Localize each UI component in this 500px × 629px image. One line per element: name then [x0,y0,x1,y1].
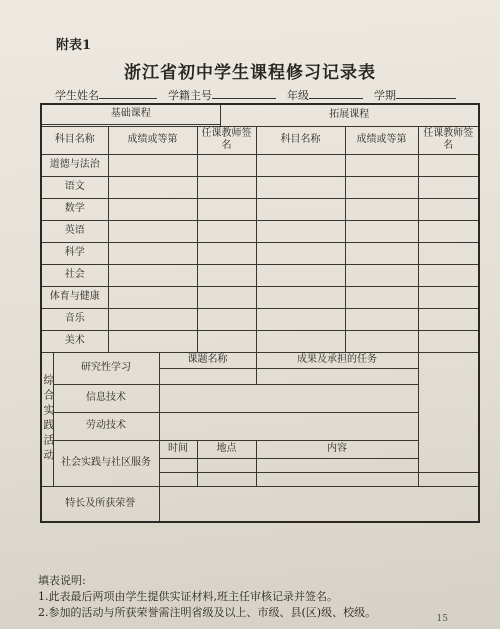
ext-subject-cell[interactable] [256,308,345,330]
place-label: 地点 [197,440,256,458]
ext-subject-cell[interactable] [256,330,345,352]
ext-teacher-cell[interactable] [418,176,479,198]
ext-teacher-cell[interactable] [418,286,479,308]
talents-label: 特长及所获荣誉 [41,486,159,522]
it-label: 信息技术 [53,384,159,412]
ext-score-cell[interactable] [345,286,418,308]
results-cell[interactable] [256,368,418,384]
teacher-cell[interactable] [197,330,256,352]
course-record-table [40,103,480,523]
ext-score-cell[interactable] [345,330,418,352]
ext-score-cell[interactable] [345,264,418,286]
ext-score-cell[interactable] [345,242,418,264]
results-label: 成果及承担的任务 [256,352,418,368]
content-cell[interactable] [256,472,418,486]
appendix-label: 附表1 [56,38,92,53]
ext-teacher-cell[interactable] [418,330,479,352]
teacher-cell[interactable] [197,176,256,198]
score-cell[interactable] [108,286,197,308]
subject-name: 科学 [41,242,108,264]
student-id-field[interactable] [212,87,276,99]
student-name-label: 学生姓名 [55,89,99,102]
ext-subject-cell[interactable] [256,242,345,264]
teacher-cell[interactable] [197,220,256,242]
ext-subject-cell[interactable] [256,264,345,286]
ext-score-cell[interactable] [345,154,418,176]
score-cell[interactable] [108,308,197,330]
page-number: 15 [436,614,448,624]
ext-teacher-cell[interactable] [418,154,479,176]
basic-col-subject: 科目名称 [41,126,108,154]
subject-name: 英语 [41,220,108,242]
semester-field[interactable] [396,87,456,99]
extended-section-title: 拓展课程 [220,104,479,126]
ext-subject-cell[interactable] [256,286,345,308]
subject-name: 数学 [41,198,108,220]
notes-line-1: 1.此表最后两项由学生提供实证材料,班主任审核记录并签名。 [38,590,338,603]
score-cell[interactable] [108,220,197,242]
community-label: 社会实践与社区服务 [53,440,159,486]
ext-teacher-cell[interactable] [418,308,479,330]
score-cell[interactable] [108,154,197,176]
ext-score-cell[interactable] [345,308,418,330]
topic-cell[interactable] [159,368,256,384]
time-cell[interactable] [159,472,197,486]
ext-score-cell[interactable] [345,220,418,242]
ext-score-cell[interactable] [345,176,418,198]
teacher-cell[interactable] [197,154,256,176]
ext-subject-cell[interactable] [256,176,345,198]
score-cell[interactable] [108,242,197,264]
content-cell[interactable] [256,458,418,472]
subject-name: 体育与健康 [41,286,108,308]
notes-line-2: 2.参加的活动与所获荣誉需注明省级及以上、市级、县(区)级、校级。 [38,606,377,619]
ext-score-cell[interactable] [345,198,418,220]
ext-teacher-cell[interactable] [418,220,479,242]
labor-label: 劳动技术 [53,412,159,440]
subject-name: 音乐 [41,308,108,330]
grade-label: 年级 [287,89,309,102]
ext-teacher-cell[interactable] [418,198,479,220]
ext-subject-cell[interactable] [256,154,345,176]
subject-name: 道德与法治 [41,154,108,176]
practice-side-label: 综合实践活动 [41,352,53,486]
teacher-cell[interactable] [197,286,256,308]
subject-name: 美术 [41,330,108,352]
teacher-cell[interactable] [197,198,256,220]
extended-col-score: 成绩或等第 [345,126,418,154]
notes-heading: 填表说明: [38,574,86,587]
form-notes [38,573,376,621]
practice-sign-cell-2[interactable] [418,472,479,486]
place-cell[interactable] [197,472,256,486]
it-cell[interactable] [159,384,418,412]
topic-label: 课题名称 [159,352,256,368]
student-name-field[interactable] [99,87,157,99]
student-id-label: 学籍主号 [168,89,212,102]
semester-label: 学期 [374,89,396,102]
extended-col-subject: 科目名称 [256,126,345,154]
student-info-line [55,87,475,103]
score-cell[interactable] [108,176,197,198]
labor-cell[interactable] [159,412,418,440]
subject-name: 语文 [41,176,108,198]
teacher-cell[interactable] [197,308,256,330]
content-label: 内容 [256,440,418,458]
grade-field[interactable] [309,87,363,99]
teacher-cell[interactable] [197,264,256,286]
ext-subject-cell[interactable] [256,198,345,220]
form-title: 浙江省初中学生课程修习记录表 [124,63,376,83]
basic-col-teacher: 任课教师签名 [197,126,256,154]
score-cell[interactable] [108,330,197,352]
ext-teacher-cell[interactable] [418,242,479,264]
place-cell[interactable] [197,458,256,472]
time-label: 时间 [159,440,197,458]
score-cell[interactable] [108,264,197,286]
ext-subject-cell[interactable] [256,220,345,242]
subject-name: 社会 [41,264,108,286]
score-cell[interactable] [108,198,197,220]
basic-col-score: 成绩或等第 [108,126,197,154]
talents-cell[interactable] [159,486,479,522]
teacher-cell[interactable] [197,242,256,264]
basic-section-title: 基础课程 [41,104,220,124]
extended-col-teacher: 任课教师签名 [418,126,479,154]
time-cell[interactable] [159,458,197,472]
practice-sign-cell[interactable] [418,352,479,472]
ext-teacher-cell[interactable] [418,264,479,286]
research-label: 研究性学习 [53,352,159,384]
